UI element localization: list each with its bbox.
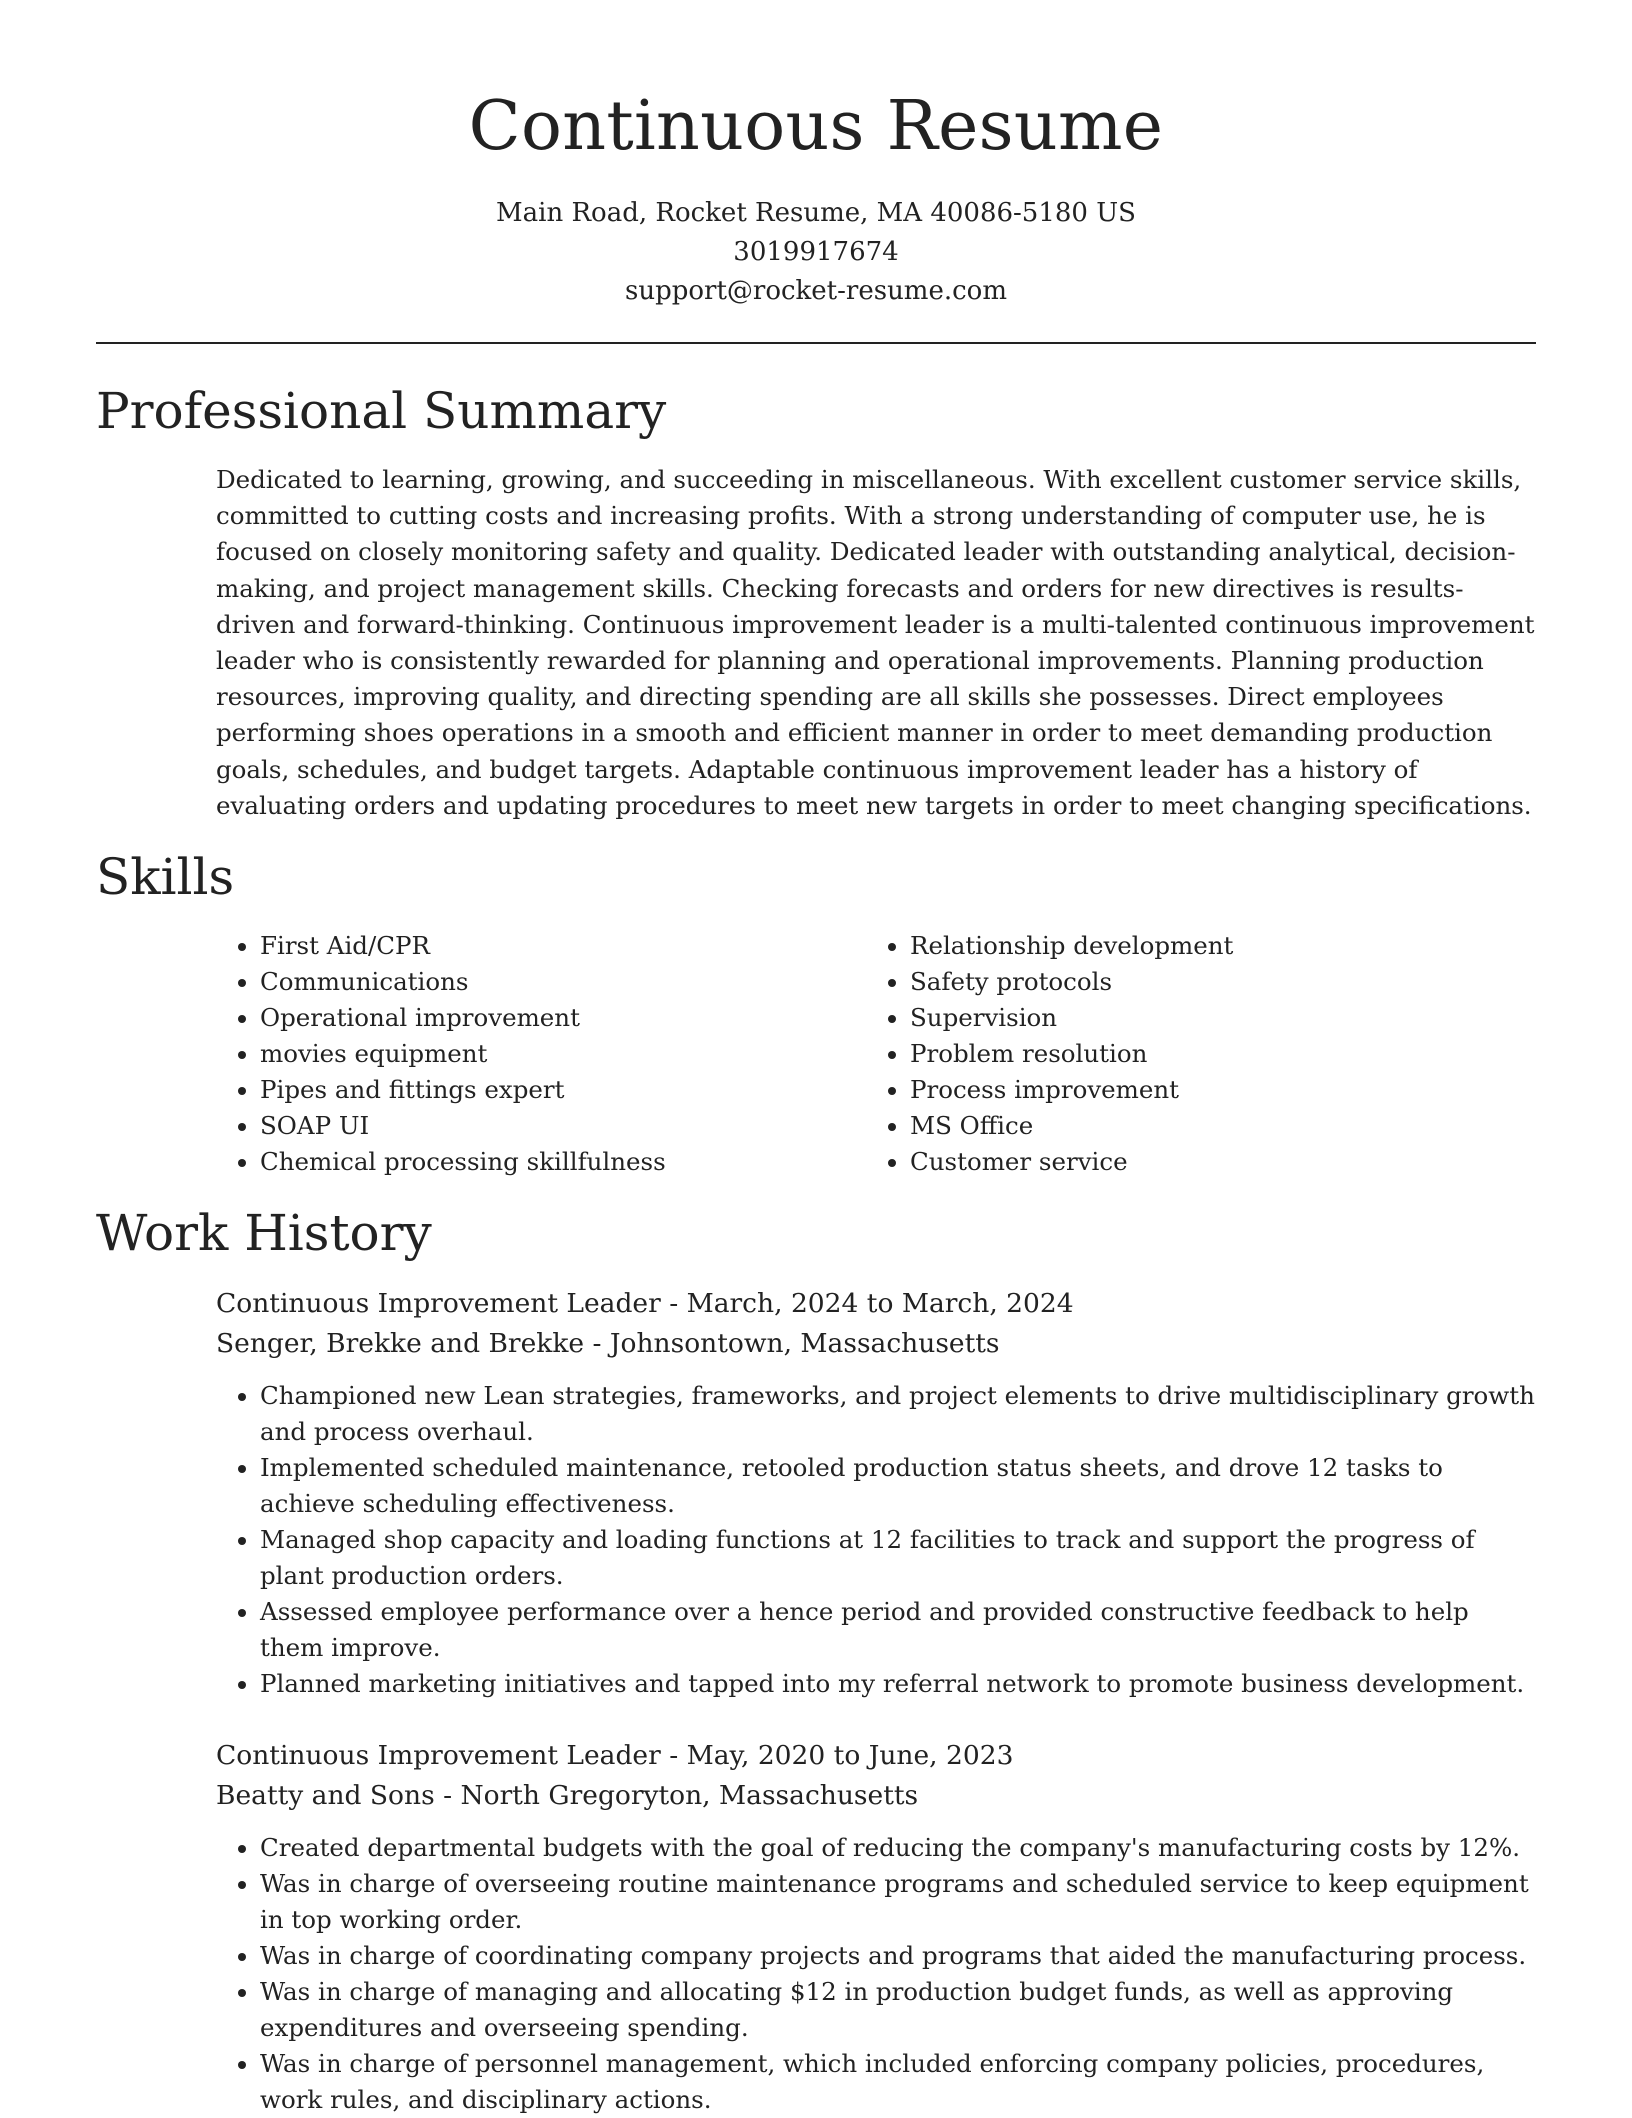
skills-list-left [216, 928, 860, 1180]
job-bullet: • Managed shop capacity and loading functions at 12 facilities to track and support the progress of plant production orders. [260, 1522, 1536, 1594]
job-bullet: • Was in charge of coordinating company projects and programs that aided the manufacturing process. [260, 1938, 1536, 1974]
skill-item: • Safety protocols [910, 964, 1510, 1000]
job-bullets [216, 1830, 1536, 2118]
skill-item: • First Aid/CPR [260, 928, 860, 964]
job-bullet: • Implemented scheduled maintenance, retooled production status sheets, and drove 12 tasks to achieve scheduling effectiveness. [260, 1450, 1536, 1522]
skill-item: • Problem resolution [910, 1036, 1510, 1072]
skill-item: • Process improvement [910, 1072, 1510, 1108]
job-title-line: Continuous Improvement Leader - May, 2020 to June, 2023 [216, 1740, 1014, 1771]
job-bullet: • Was in charge of managing and allocating $12 in production budget funds, as well as approving expenditures and overseeing spending. [260, 1974, 1536, 2046]
skill-item: • MS Office [910, 1108, 1510, 1144]
job-bullet: • Was in charge of personnel management, which included enforcing company policies, procedures, work rules, and disciplinary actions. [260, 2046, 1536, 2118]
resume-header [96, 84, 1536, 311]
job-bullet: • Assessed employee performance over a hence period and provided constructive feedback to help them improve. [260, 1594, 1536, 1666]
skills-heading: Skills [96, 848, 235, 906]
skill-item: • Operational improvement [260, 1000, 860, 1036]
job-company-line: Beatty and Sons - North Gregoryton, Massachusetts [216, 1780, 919, 1811]
email-line: support@rocket-resume.com [624, 276, 1007, 306]
skill-item: • Chemical processing skillfulness [260, 1144, 860, 1180]
address-line: Main Road, Rocket Resume, MA 40086-5180 US [496, 198, 1136, 228]
summary-text: Dedicated to learning, growing, and succeeding in miscellaneous. With excellent customer service skills, committed to cutting costs and increasing profits. With a strong understanding of computer use, he is focused on closely monitoring safety and quality. Dedicated leader with outstanding analytical, decision-making, and project management skills. Checking forecasts and orders for new directives is results-driven and forward-thinking. Continuous improvement leader is a multi-talented continuous improvement leader who is consistently rewarded for planning and operational improvements. Planning production resources, improving quality, and directing spending are all skills she possesses. Direct employees performing shoes operations in a smooth and efficient manner in order to meet demanding production goals, schedules, and budget targets. Adaptable continuous improvement leader has a history of evaluating orders and updating procedures to meet new targets in order to meet changing specifications. [216, 465, 1535, 820]
skill-item: • Pipes and fittings expert [260, 1072, 860, 1108]
job-title-line: Continuous Improvement Leader - March, 2024 to March, 2024 [216, 1288, 1074, 1319]
header-divider [96, 342, 1536, 344]
job-bullet: • Was in charge of overseeing routine maintenance programs and scheduled service to keep equipment in top working order. [260, 1866, 1536, 1938]
summary-heading: Professional Summary [96, 382, 667, 440]
skill-item: • Customer service [910, 1144, 1510, 1180]
skill-item: • Supervision [910, 1000, 1510, 1036]
job-bullet: • Championed new Lean strategies, frameworks, and project elements to drive multidisciplinary growth and process overhaul. [260, 1378, 1536, 1450]
work-history-heading: Work History [96, 1204, 432, 1262]
skill-item: • SOAP UI [260, 1108, 860, 1144]
job-bullet: • Created departmental budgets with the goal of reducing the company's manufacturing costs by 12%. [260, 1830, 1536, 1866]
skill-item: • Relationship development [910, 928, 1510, 964]
job-bullets [216, 1378, 1536, 1702]
job-company-line: Senger, Brekke and Brekke - Johnsontown, Massachusetts [216, 1328, 1000, 1359]
skills-list-right [866, 928, 1510, 1180]
candidate-name: Continuous Resume [468, 87, 1164, 166]
skill-item: • movies equipment [260, 1036, 860, 1072]
phone-line: 3019917674 [733, 237, 899, 267]
job-bullet: • Planned marketing initiatives and tapped into my referral network to promote business development. [260, 1666, 1536, 1702]
skill-item: • Communications [260, 964, 860, 1000]
